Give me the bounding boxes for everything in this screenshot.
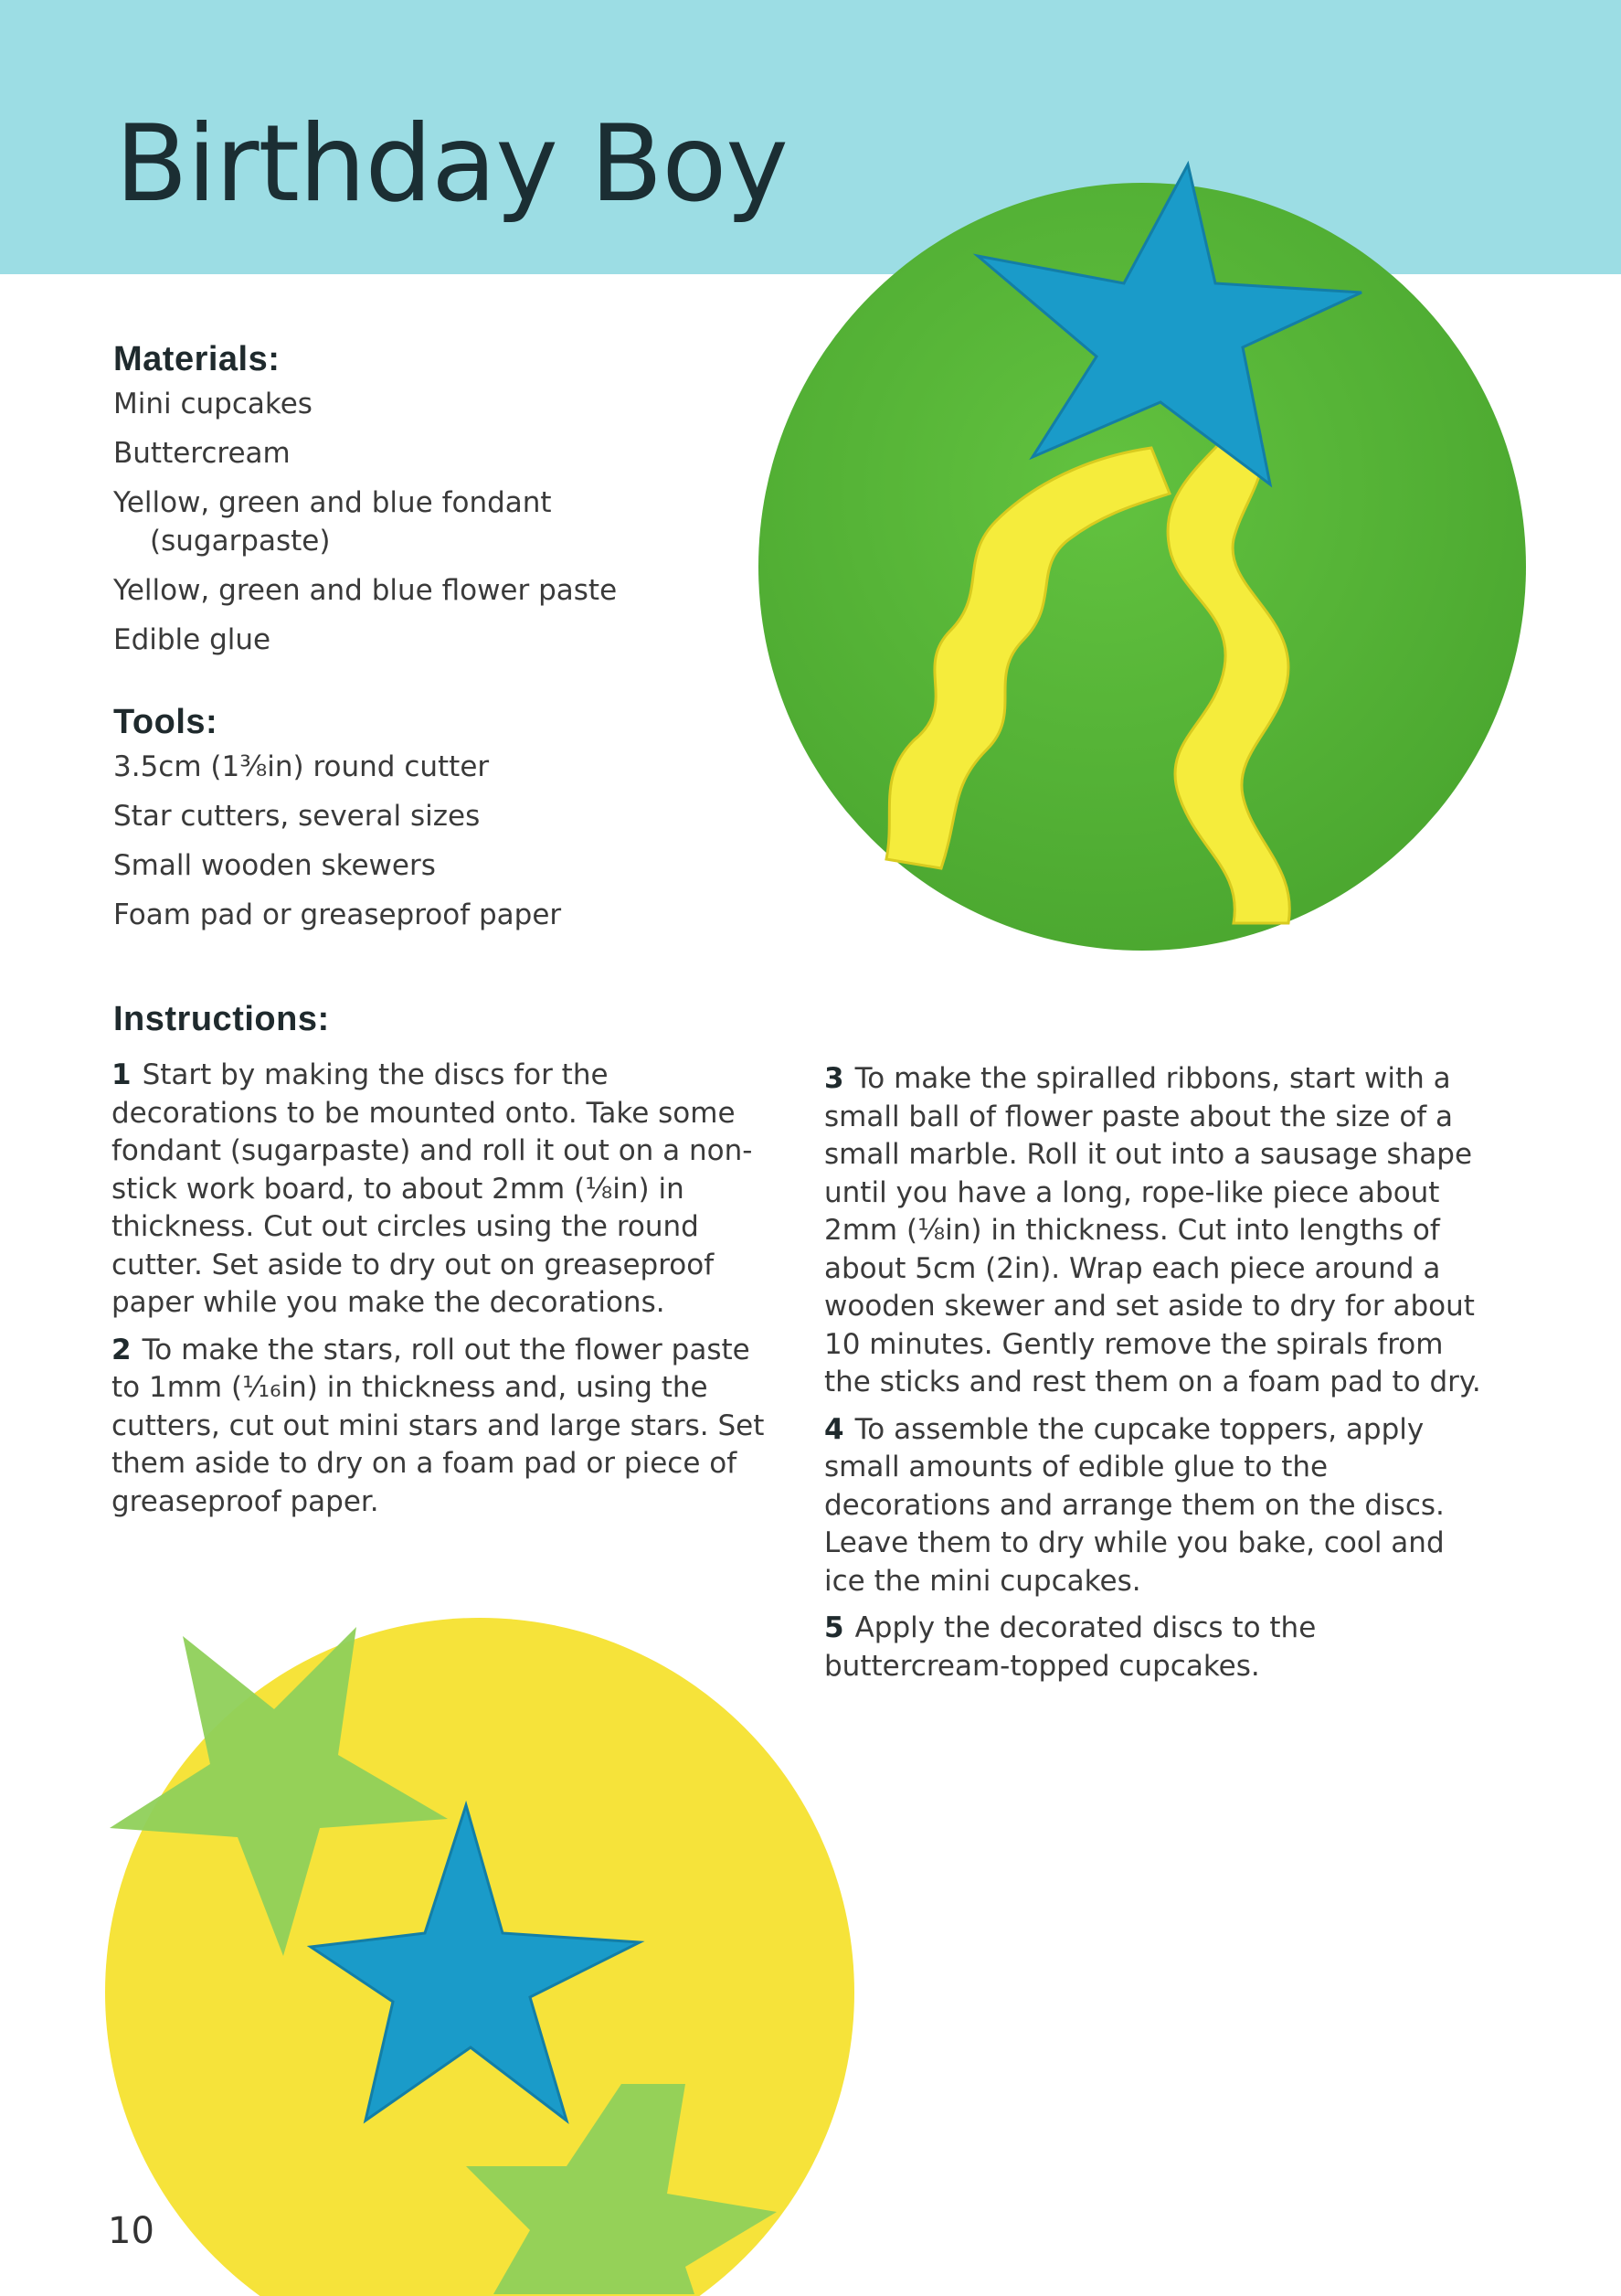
page-number: 10 xyxy=(108,2210,154,2252)
step-number: 5 xyxy=(824,1611,844,1644)
materials-tools-column xyxy=(113,340,789,945)
step-number: 4 xyxy=(824,1412,844,1446)
tools-item: Small wooden skewers xyxy=(113,849,436,882)
materials-item: Buttercream xyxy=(113,437,291,470)
instruction-step xyxy=(824,1610,1482,1685)
tools-item: 3.5cm (1⅜in) round cutter xyxy=(113,750,490,783)
materials-item: Yellow, green and blue flower paste xyxy=(113,574,618,607)
instructions-column-left xyxy=(111,1057,779,1530)
step-text: To make the stars, roll out the flower paste to 1mm (¹⁄₁₆in) in thickness and, using the cutters, cut out mini stars and large stars. Set them aside to dry on a foam pad or piece of greaseproof paper. xyxy=(111,1333,765,1518)
instruction-step xyxy=(824,1060,1482,1402)
tools-heading: Tools: xyxy=(113,703,218,741)
yellow-disc-photo xyxy=(101,1572,859,2296)
instruction-step xyxy=(824,1411,1482,1601)
instruction-step xyxy=(111,1332,779,1522)
materials-heading: Materials: xyxy=(113,340,281,378)
step-text: Start by making the discs for the decorations to be mounted onto. Take some fondant (sugarpaste) and roll it out on a non-stick work board, to about 2mm (⅛in) in thickness. Cut out circles using the round cutter. Set aside to dry out on greaseproof paper while you make the decorations. xyxy=(111,1058,753,1319)
step-text: To assemble the cupcake toppers, apply small amounts of edible glue to the decorations and arrange them on the discs. Leave them to dry while you bake, cool and ice the mini cupcakes. xyxy=(824,1412,1445,1598)
materials-item: Edible glue xyxy=(113,623,271,656)
step-number: 1 xyxy=(111,1058,132,1091)
step-number: 2 xyxy=(111,1333,132,1366)
tools-list xyxy=(113,748,789,934)
materials-item: Yellow, green and blue fondant (sugarpaste) xyxy=(113,486,552,558)
tools-item: Foam pad or greaseproof paper xyxy=(113,898,562,931)
page-title: Birthday Boy xyxy=(115,102,788,226)
materials-list xyxy=(113,385,789,659)
step-text: To make the spiralled ribbons, start with a small ball of flower paste about the size of a small marble. Roll it out into a sausage shape until you have a long, rope-like piece about 2mm (⅛in) in thickness. Cut into lengths of about 5cm (2in). Wrap each piece around a wooden skewer and set aside to dry for about 10 minutes. Gently remove the spirals from the sticks and rest them on a foam pad to dry. xyxy=(824,1062,1481,1398)
instructions-column-right xyxy=(824,1060,1482,1695)
instruction-step xyxy=(111,1057,779,1323)
instructions-heading: Instructions: xyxy=(113,1000,330,1038)
step-text: Apply the decorated discs to the buttercream-topped cupcakes. xyxy=(824,1611,1317,1683)
green-disc-photo xyxy=(758,155,1535,978)
step-number: 3 xyxy=(824,1062,844,1095)
materials-item: Mini cupcakes xyxy=(113,388,313,420)
tools-item: Star cutters, several sizes xyxy=(113,800,481,833)
